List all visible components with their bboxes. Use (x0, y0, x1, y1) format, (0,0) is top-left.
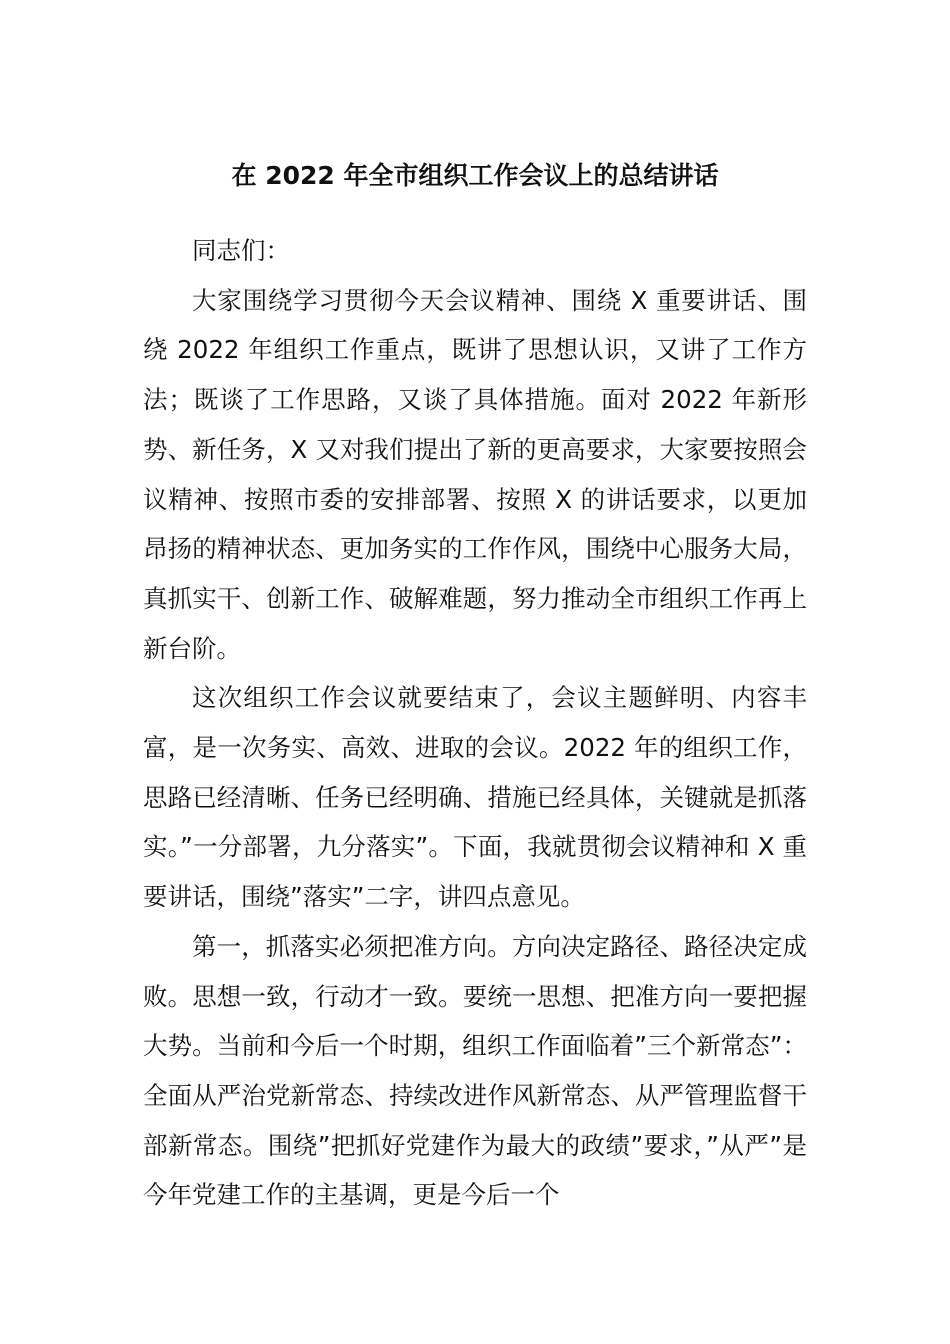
paragraph-2: 这次组织工作会议就要结束了，会议主题鲜明、内容丰富，是一次务实、高效、进取的会议。2022 年的组织工作，思路已经清晰、任务已经明确、措施已经具体，关键就是抓落实。”一分部署，九分落实”。下面，我就贯彻会议精神和 X 重要讲话，围绕”落实”二字，讲四点意见。 (143, 683, 807, 912)
document-body (143, 226, 807, 1220)
document-title: 在 2022 年全市组织工作会议上的总结讲话 (231, 161, 719, 190)
paragraph-1: 大家围绕学习贯彻今天会议精神、围绕 X 重要讲话、围绕 2022 年组织工作重点，既讲了思想认识，又讲了工作方法；既谈了工作思路，又谈了具体措施。面对 2022 年新形势、新任务，X 又对我们提出了新的更高要求，大家要按照会议精神、按照市委的安排部署、按照 X 的讲话要求，以更加昂扬的精神状态、更加务实的工作作风，围绕中心服务大局，真抓实干、创新工作、破解难题，努力推动全市组织工作再上新台阶。 (143, 285, 807, 663)
paragraph-3: 第一，抓落实必须把准方向。方向决定路径、路径决定成败。思想一致，行动才一致。要统一思想、把准方向一要把握大势。当前和今后一个时期，组织工作面临着”三个新常态”：全面从严治党新常态、持续改进作风新常态、从严管理监督干部新常态。围绕”把抓好党建作为最大的政绩”要求，”从严”是今年党建工作的主基调，更是今后一个 (143, 931, 807, 1210)
salutation: 同志们： (192, 236, 290, 265)
